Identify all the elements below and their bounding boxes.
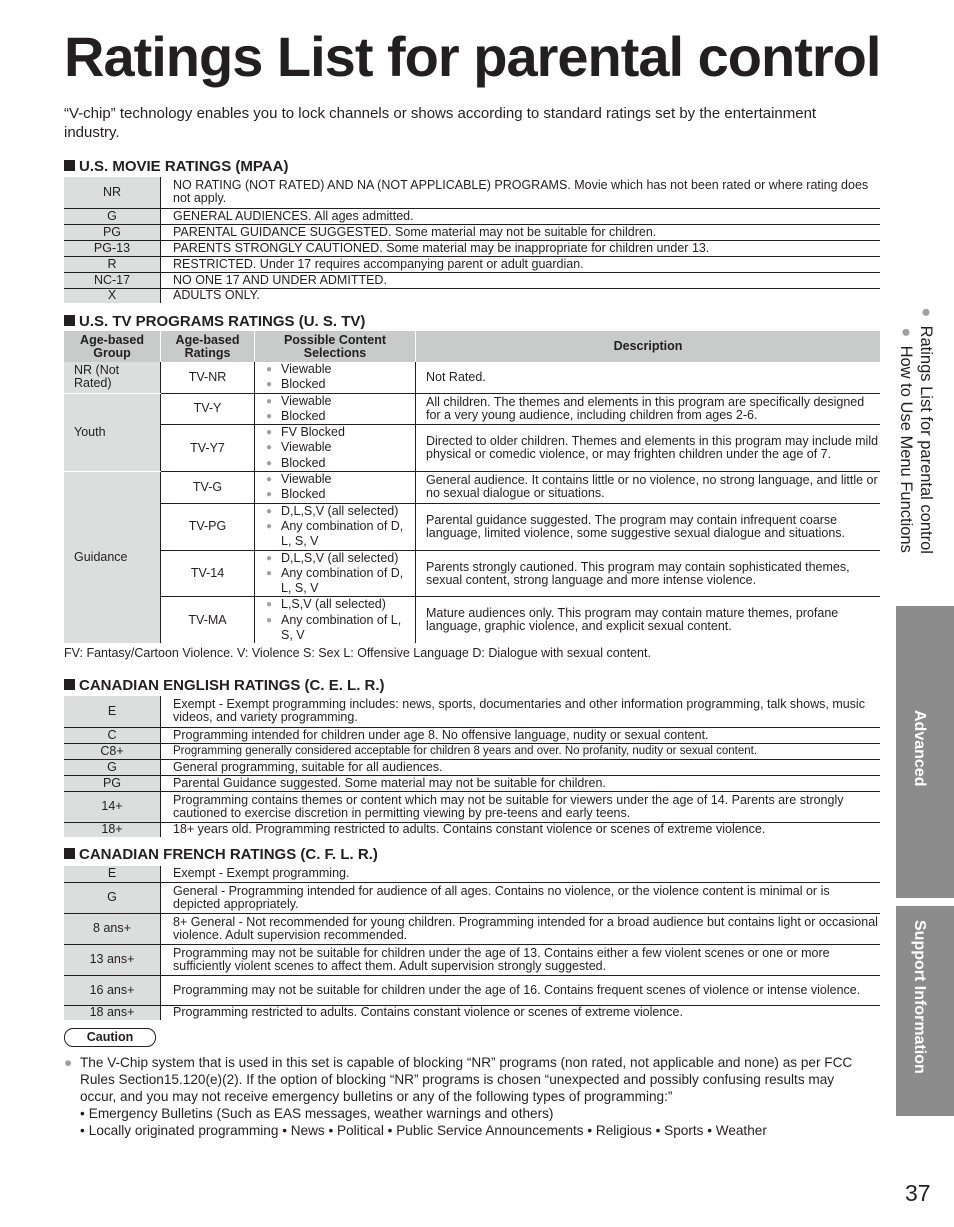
intro-text: “V-chip” technology enables you to lock channels or shows according to standard ratings set by the entertainment industry. — [64, 105, 817, 141]
rating-desc: GENERAL AUDIENCES. All ages admitted. — [161, 208, 881, 224]
list-item: ● Blocked — [265, 409, 415, 424]
table-row — [64, 775, 880, 791]
table-row — [64, 743, 880, 759]
table-row — [64, 791, 880, 822]
table-row — [64, 727, 880, 743]
list-item: ● D,L,S,V (all selected) — [265, 504, 415, 519]
table-row — [64, 550, 880, 597]
rating-desc: All children. The themes and elements in this program are specifically designed for a very young audience, including children from ages 2-6. — [416, 393, 881, 425]
table-row — [64, 256, 880, 272]
list-item: ● Viewable — [265, 472, 415, 487]
rating-code: G — [64, 882, 161, 913]
table-row — [64, 866, 880, 882]
cflr-table — [64, 866, 880, 1020]
page-number: 37 — [905, 1180, 931, 1206]
mpaa-table — [64, 177, 880, 303]
side-nav-menu-functions[interactable]: ● How to Use Menu Functions — [897, 323, 915, 553]
content-options — [255, 362, 416, 393]
rating-desc: General programming, suitable for all audiences. — [161, 759, 881, 775]
rating-desc: Programming intended for children under age 8. No offensive language, nudity or sexual content. — [161, 727, 881, 743]
caution-label: Caution — [64, 1028, 156, 1047]
rating-code: TV-MA — [161, 597, 255, 643]
caution-text: The V-Chip system that is used in this set is capable of blocking “NR” programs (non rated, not applicable and none) as per FCC Rules Section15.120(e)(2). If the option of blocking “NR” programs is chosen “unexpected and possibly confusing results may occur, and you may not receive emergency bulletins or any of the following types of programming:” — [80, 1055, 853, 1104]
rating-code: 18 ans+ — [64, 1005, 161, 1020]
table-row — [64, 177, 880, 208]
rating-code: TV-G — [161, 472, 255, 504]
table-row — [64, 208, 880, 224]
caution-box — [64, 1054, 864, 1139]
rating-desc: Programming restricted to adults. Contains constant violence or scenes of extreme violence. — [173, 1005, 683, 1020]
table-row — [64, 503, 880, 550]
table-row — [64, 975, 880, 1005]
col-header-description: Description — [416, 331, 881, 362]
rating-code: PG — [64, 224, 161, 240]
bullet-dot-icon: ● — [64, 1055, 73, 1070]
list-item: ● Viewable — [265, 394, 415, 409]
table-row — [64, 597, 880, 643]
rating-desc: Programming generally considered acceptable for children 8 years and over. No profanity, nudity or sexual content. — [161, 743, 881, 759]
tab-label: Advanced — [911, 710, 928, 787]
rating-desc: ADULTS ONLY. — [173, 288, 260, 303]
rating-desc: NO RATING (NOT RATED) AND NA (NOT APPLICABLE) PROGRAMS. Movie which has not been rated or where rating does not apply. — [161, 177, 881, 208]
table-row — [64, 822, 880, 837]
rating-desc: Parents strongly cautioned. This program may contain sophisticated themes, sexual content, strong language and more intense violence. — [416, 550, 881, 597]
table-row — [64, 944, 880, 975]
rating-code: R — [64, 256, 161, 272]
rating-desc: PARENTAL GUIDANCE SUGGESTED. Some material may not be suitable for children. — [161, 224, 881, 240]
rating-desc: RESTRICTED. Under 17 requires accompanying parent or adult guardian. — [161, 256, 881, 272]
list-item: ● Any combination of D, L, S, V — [265, 566, 415, 597]
rating-code: E — [64, 866, 161, 882]
rating-desc: PARENTS STRONGLY CAUTIONED. Some material may be inappropriate for children under 13. — [161, 240, 881, 256]
col-header-options: Possible Content Selections — [255, 331, 416, 362]
rating-desc: Exempt - Exempt programming includes: news, sports, documentaries and other information programming, talk shows, music videos, and variety programming. — [161, 696, 881, 727]
tv-ratings-table — [64, 331, 880, 643]
table-row — [64, 472, 880, 504]
list-item: Emergency Bulletins (Such as EAS messages, weather warnings and others) — [88, 1106, 554, 1121]
group-cell: Guidance — [64, 472, 161, 644]
cflr-heading: CANADIAN FRENCH RATINGS (C. F. L. R.) — [64, 846, 378, 863]
col-header-group: Age-based Group — [64, 331, 161, 362]
table-row — [64, 759, 880, 775]
content-options — [255, 425, 416, 472]
content-options — [255, 503, 416, 550]
table-row — [64, 1005, 880, 1020]
mpaa-heading: U.S. MOVIE RATINGS (MPAA) — [64, 158, 288, 175]
table-row — [64, 882, 880, 913]
rating-desc: General audience. It contains little or no violence, no strong language, and little or no sexual dialogue or situations. — [416, 472, 881, 504]
table-row — [64, 240, 880, 256]
list-item: ● Any combination of L, S, V — [265, 613, 415, 644]
content-options — [255, 393, 416, 425]
col-header-rating: Age-based Ratings — [161, 331, 255, 362]
rating-desc: Parental guidance suggested. The program may contain infrequent coarse language, limited violence, some suggestive sexual dialogue and situations. — [416, 503, 881, 550]
table-row — [64, 696, 880, 727]
rating-code: 14+ — [64, 791, 161, 822]
bullet-icon: • — [80, 1106, 85, 1121]
rating-desc: 8+ General - Not recommended for young children. Programming intended for a broad audience but contains light or occasional violence. Adult supervision recommended. — [161, 913, 881, 944]
rating-code: 13 ans+ — [64, 944, 161, 975]
group-cell: NR (Not Rated) — [64, 362, 161, 393]
rating-desc: 18+ years old. Programming restricted to adults. Contains constant violence or scenes of extreme violence. — [173, 822, 766, 837]
bullet-dot-icon: ● — [917, 303, 935, 321]
rating-code: PG-13 — [64, 240, 161, 256]
content-options — [255, 550, 416, 597]
table-row — [64, 913, 880, 944]
rating-code: TV-NR — [161, 362, 255, 393]
tab-support-information[interactable] — [896, 906, 954, 1116]
rating-code: TV-Y — [161, 393, 255, 425]
rating-desc: Programming may not be suitable for children under the age of 13. Contains either a few violent scenes or one or more sufficiently violent scenes to affect them. Adult supervision strongly suggested. — [161, 944, 881, 975]
celr-table — [64, 696, 880, 837]
square-bullet-icon — [64, 848, 75, 859]
group-cell: Youth — [64, 393, 161, 471]
celr-heading: CANADIAN ENGLISH RATINGS (C. E. L. R.) — [64, 677, 385, 694]
list-item: ● Any combination of D, L, S, V — [265, 519, 415, 550]
rating-code: NR — [64, 177, 161, 208]
bullet-dot-icon: ● — [897, 323, 915, 341]
list-item: ● Blocked — [265, 487, 415, 502]
list-item: ● Blocked — [265, 456, 415, 471]
list-item: ● L,S,V (all selected) — [265, 597, 415, 612]
content-options — [255, 472, 416, 504]
rating-code: C — [64, 727, 161, 743]
table-row — [64, 288, 880, 303]
rating-code: G — [64, 759, 161, 775]
side-nav-ratings-list[interactable]: ● Ratings List for parental control — [917, 303, 935, 554]
rating-desc: Directed to older children. Themes and elements in this program may include mild physical or comedic violence, or may frighten children under the age of 7. — [416, 425, 881, 472]
rating-desc: NO ONE 17 AND UNDER ADMITTED. — [161, 272, 881, 288]
rating-code: E — [64, 696, 161, 727]
tab-advanced[interactable] — [896, 606, 954, 898]
rating-desc: Programming contains themes or content which may not be suitable for viewers under the age of 14. Parents are strongly cautioned to exercise discretion in permitting viewing by pre-teens and early teens. — [161, 791, 881, 822]
rating-desc: Not Rated. — [416, 362, 881, 393]
rating-code: TV-PG — [161, 503, 255, 550]
list-item: ● Viewable — [265, 440, 415, 455]
list-item: ● Blocked — [265, 377, 415, 392]
table-row — [64, 425, 880, 472]
bullet-icon: • — [80, 1123, 85, 1138]
table-header-row — [64, 331, 880, 362]
rating-code: X — [64, 288, 161, 303]
rating-desc: Programming may not be suitable for children under the age of 16. Contains frequent scenes of violence or intense violence. — [161, 975, 881, 1005]
list-item: ● Viewable — [265, 362, 415, 377]
content-options — [255, 597, 416, 643]
square-bullet-icon — [64, 160, 75, 171]
rating-desc: General - Programming intended for audience of all ages. Contains no violence, or the violence content is minimal or is depicted appropriately. — [161, 882, 881, 913]
table-row — [64, 272, 880, 288]
page-title: Ratings List for parental control — [64, 25, 881, 88]
list-item: ● FV Blocked — [265, 425, 415, 440]
rating-code: 16 ans+ — [64, 975, 161, 1005]
rating-desc: Mature audiences only. This program may contain mature themes, profane language, graphic violence, and explicit sexual content. — [426, 606, 839, 634]
list-item: Locally originated programming • News • Political • Public Service Announcements • Religious • Sports • Weather — [88, 1123, 767, 1138]
table-row — [64, 393, 880, 425]
rating-code: NC-17 — [64, 272, 161, 288]
rating-code: C8+ — [64, 743, 161, 759]
rating-code: TV-14 — [161, 550, 255, 597]
table-row — [64, 362, 880, 393]
list-item: ● D,L,S,V (all selected) — [265, 551, 415, 566]
rating-code: G — [64, 208, 161, 224]
square-bullet-icon — [64, 679, 75, 690]
tv-footnote: FV: Fantasy/Cartoon Violence. V: Violence S: Sex L: Offensive Language D: Dialogue with sexual content. — [64, 646, 651, 660]
rating-code: 18+ — [64, 822, 161, 837]
rating-desc: Exempt - Exempt programming. — [161, 866, 881, 882]
tv-heading: U.S. TV PROGRAMS RATINGS (U. S. TV) — [64, 313, 365, 330]
rating-code: TV-Y7 — [161, 425, 255, 472]
tab-label: Support Information — [911, 920, 928, 1074]
rating-desc: Parental Guidance suggested. Some material may not be suitable for children. — [161, 775, 881, 791]
rating-code: PG — [64, 775, 161, 791]
rating-code: 8 ans+ — [64, 913, 161, 944]
table-row — [64, 224, 880, 240]
square-bullet-icon — [64, 315, 75, 326]
